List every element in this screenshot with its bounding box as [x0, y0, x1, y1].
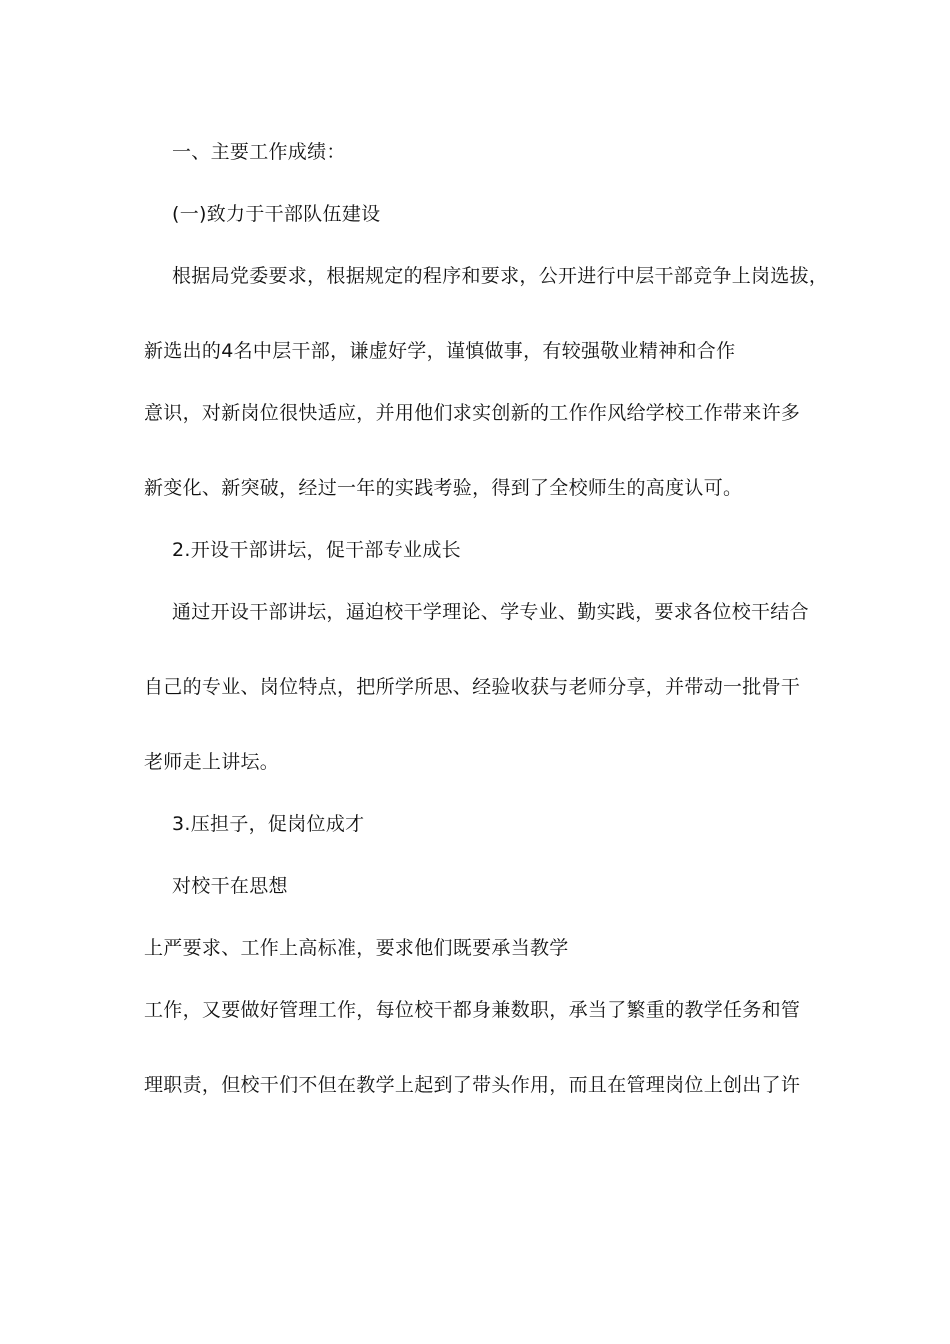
paragraph-line: 老师走上讲坛。: [144, 751, 280, 773]
paragraph-line: 通过开设干部讲坛，逼迫校干学理论、学专业、勤实践，要求各位校干结合: [172, 601, 809, 623]
section-heading: 一、主要工作成绩：: [172, 141, 346, 163]
paragraph-line: 意识，对新岗位很快适应，并用他们求实创新的工作作风给学校工作带来许多: [144, 402, 801, 424]
paragraph-line: 自己的专业、岗位特点，把所学所思、经验收获与老师分享，并带动一批骨干: [144, 676, 801, 698]
subsection-heading: (一)致力于干部队伍建设: [172, 203, 381, 225]
paragraph-line: 根据局党委要求，根据规定的程序和要求，公开进行中层干部竞争上岗选拔，: [172, 265, 829, 287]
paragraph-line: 上严要求、工作上高标准，要求他们既要承当教学: [144, 937, 569, 959]
paragraph-line: 新变化、新突破，经过一年的实践考验，得到了全校师生的高度认可。: [144, 477, 743, 499]
paragraph-line: 新选出的4名中层干部，谦虚好学，谨慎做事，有较强敬业精神和合作: [144, 340, 736, 362]
subsection-heading: 3.压担子，促岗位成才: [172, 813, 365, 835]
paragraph-line: 工作，又要做好管理工作，每位校干都身兼数职，承当了繁重的教学任务和管: [144, 999, 801, 1021]
subsection-heading: 2.开设干部讲坛，促干部专业成长: [172, 539, 461, 561]
paragraph-line: 理职责，但校干们不但在教学上起到了带头作用，而且在管理岗位上创出了许: [144, 1074, 801, 1096]
paragraph-line: 对校干在思想: [172, 875, 288, 897]
